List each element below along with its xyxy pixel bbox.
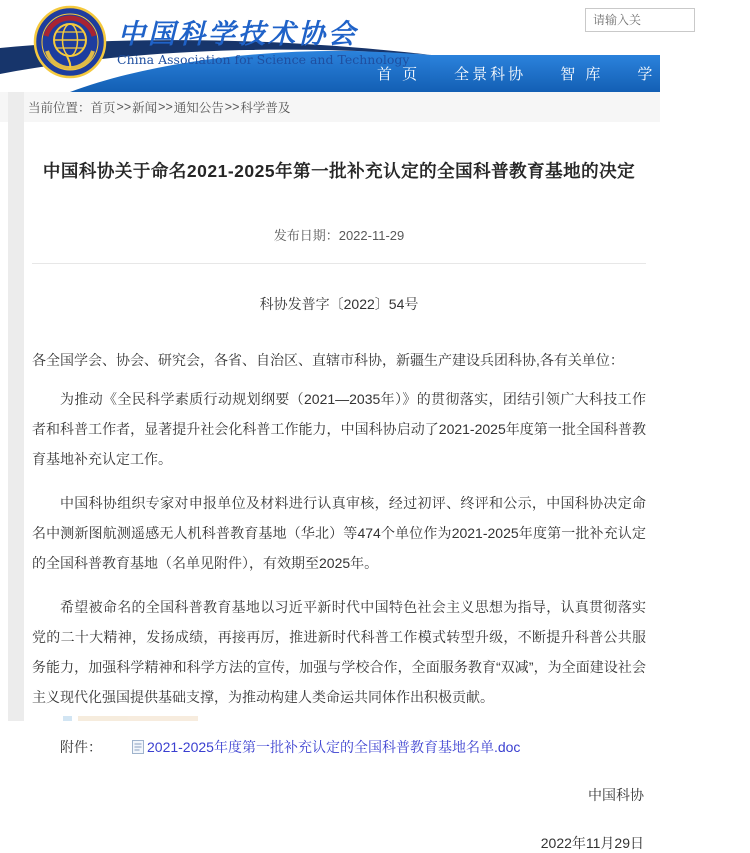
paragraph-2: 中国科协组织专家对申报单位及材料进行认真审核，经过初评、终评和公示，中国科协决定命名中测新图航测遥感无人机科普教育基地（华北）等474个单位作为2021-2025年度第一批补充认定的全国科普教育基地（名单见附件），有效期至2025年。 bbox=[32, 495, 646, 571]
cast-logo[interactable] bbox=[34, 6, 106, 78]
cutoff-footer-links bbox=[78, 716, 198, 721]
breadcrumb-separator: >> bbox=[116, 100, 132, 114]
attachment-link[interactable]: 2021-2025年度第一批补充认定的全国科普教育基地名单.doc bbox=[147, 739, 521, 755]
publish-date: 发布日期：2022-11-29 bbox=[273, 228, 405, 243]
share-icon bbox=[63, 716, 72, 721]
breadcrumb bbox=[0, 92, 660, 122]
org-name-chinese: 中国科学技术协会 bbox=[118, 19, 358, 50]
breadcrumb-notices[interactable]: 通知公告 bbox=[173, 101, 224, 115]
left-gutter-strip bbox=[8, 92, 24, 721]
article-title: 中国科协关于命名2021-2025年第一批补充认定的全国科普教育基地的决定 bbox=[42, 161, 636, 181]
breadcrumb-separator: >> bbox=[158, 100, 173, 114]
site-header bbox=[0, 0, 733, 92]
breadcrumb-home[interactable]: 首页 bbox=[90, 101, 116, 115]
paragraph-3: 希望被命名的全国科普教育基地以习近平新时代中国特色社会主义思想为指导，认真贯彻落实党的二十大精神，发扬成绩，再接再厉，推进新时代科普工作模式转型升级，不断提升科普公共服务能力，加强科学精神和科学方法的宣传，加强与学校合作，全面服务教育“双减”，为全面建设社会主义现代化强国提供基础支撑，为推动构建人类命运共同体作出积极贡献。 bbox=[32, 599, 646, 705]
title-divider bbox=[32, 263, 646, 264]
search-box bbox=[585, 8, 695, 32]
org-name-english: China Association for Science and Technology bbox=[117, 52, 410, 67]
breadcrumb-science-popularization[interactable]: 科学普及 bbox=[240, 101, 291, 115]
search-input[interactable] bbox=[593, 13, 678, 27]
breadcrumb-label: 当前位置： bbox=[28, 101, 91, 115]
document-number: 科协发普字〔2022〕54号 bbox=[259, 296, 419, 312]
cast-logo-emblem bbox=[34, 6, 106, 78]
nav-item-kepu-cut[interactable]: 科 bbox=[714, 66, 733, 83]
paragraph-1: 为推动《全民科学素质行动规划纲要（2021—2035年）》的贯彻落实，团结引领广大科技工作者和科普工作者，显著提升社会化科普工作能力，中国科协启动了2021-2025年度第一批全国科普教育基地补充认定工作。 bbox=[32, 391, 646, 467]
doc-icon bbox=[104, 740, 144, 757]
attachment-label: 附件： bbox=[60, 739, 102, 755]
article-panel bbox=[24, 122, 660, 851]
nav-item-academic[interactable]: 学 术 bbox=[637, 66, 681, 83]
salutation-line: 各全国学会、协会、研究会，各省、自治区、直辖市科协，新疆生产建设兵团科协,各有关单位： bbox=[32, 352, 624, 368]
nav-item-panorama[interactable]: 全景科协 bbox=[454, 66, 527, 83]
main-nav bbox=[360, 57, 733, 90]
breadcrumb-separator: >> bbox=[224, 100, 240, 114]
signature-date: 2022年11月29日 bbox=[540, 835, 644, 851]
nav-item-thinktank[interactable]: 智 库 bbox=[560, 66, 604, 83]
signature-org: 中国科协 bbox=[588, 787, 644, 803]
breadcrumb-news[interactable]: 新闻 bbox=[132, 101, 158, 115]
nav-item-home[interactable]: 首 页 bbox=[377, 66, 421, 83]
attachment-row bbox=[32, 737, 646, 757]
cutoff-footer-row bbox=[63, 716, 253, 721]
